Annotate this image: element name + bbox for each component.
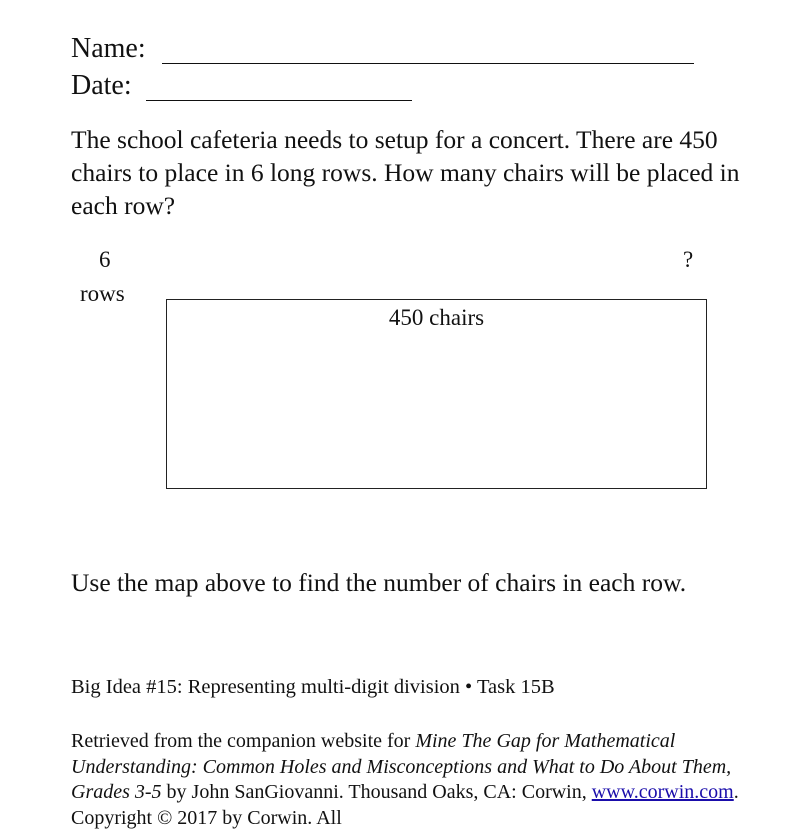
book-title: Mine The Gap for Mathematical Understanding: Common Holes and Misconceptions and What to Do About Them, Grades 3-5 <box>71 730 732 803</box>
area-model-rectangle <box>166 299 707 489</box>
credit-prefix: Retrieved from the companion website for <box>71 730 416 752</box>
big-idea-line: Big Idea #15: Representing multi-digit division • Task 15B <box>71 676 555 698</box>
source-credit <box>71 729 751 831</box>
name-label: Name: <box>71 33 146 64</box>
rows-unit-label: rows <box>80 281 125 306</box>
credit-middle: by John SanGiovanni. Thousand Oaks, CA: Corwin, <box>161 781 592 803</box>
credit-suffix: . Copyright © 2017 by Corwin. All <box>71 781 739 829</box>
area-model-label: 450 chairs <box>388 305 485 330</box>
name-blank-line[interactable] <box>162 63 694 64</box>
corwin-link[interactable]: www.corwin.com <box>591 781 734 803</box>
problem-statement: The school cafeteria needs to setup for a concert. There are 450 chairs to place in 6 long rows. How many chairs will be placed in each row? <box>71 125 740 220</box>
date-blank-line[interactable] <box>146 100 412 101</box>
unknown-length-label: ? <box>683 247 694 272</box>
rows-count-label: 6 <box>99 247 111 272</box>
date-label: Date: <box>71 70 132 101</box>
instruction-text: Use the map above to find the number of chairs in each row. <box>71 568 687 597</box>
